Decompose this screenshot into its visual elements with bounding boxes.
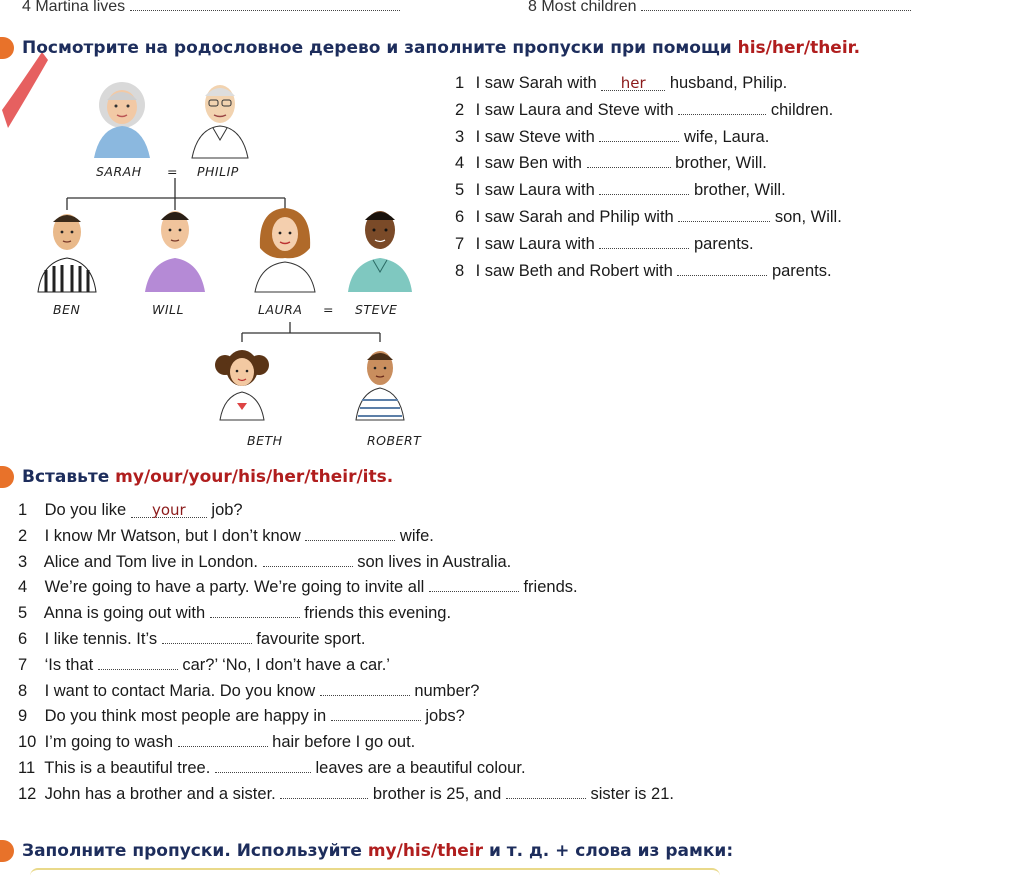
label-steve: STEVE [355, 302, 398, 317]
exercise1-item: 6 I saw Sarah and Philip with son, Will. [455, 207, 842, 226]
exercise2-item: 7 ‘Is that car?’ ‘No, I don’t have a car.’ [18, 655, 390, 674]
answer-blank[interactable]: your [131, 503, 207, 518]
word-box-border [30, 868, 720, 880]
answer-blank[interactable] [641, 0, 911, 11]
section2-instruction: Вставьте my/our/your/his/her/their/its. [22, 467, 394, 487]
label-philip: PHILIP [197, 164, 239, 179]
previous-exercise-item-4: 4 Martina lives [22, 0, 400, 16]
exercise1-item: 5 I saw Laura with brother, Will. [455, 181, 786, 200]
exercise1-list [455, 70, 842, 284]
exercise1-item: 2 I saw Laura and Steve with children. [455, 100, 834, 119]
exercise2-list [18, 498, 674, 808]
answer-blank[interactable] [263, 552, 353, 567]
family-tree-diagram [30, 70, 470, 455]
exercise1-item: 1 I saw Sarah with her husband, Philip. [455, 74, 788, 92]
answer-blank[interactable] [98, 655, 178, 670]
answer-blank[interactable] [678, 207, 770, 222]
answer-blank[interactable] [320, 681, 410, 696]
answer-blank[interactable]: her [601, 76, 665, 91]
answer-blank[interactable] [506, 784, 586, 799]
exercise1-item: 8 I saw Beth and Robert with parents. [455, 261, 832, 280]
answer-blank[interactable] [677, 261, 767, 276]
exercise2-item: 3 Alice and Tom live in London. son lives in Australia. [18, 552, 512, 571]
answer-blank[interactable] [599, 127, 679, 142]
exercise1-item: 4 I saw Ben with brother, Will. [455, 154, 767, 173]
exercise1-item: 7 I saw Laura with parents. [455, 234, 754, 253]
label-sarah: SARAH [96, 164, 142, 179]
label-will: WILL [152, 302, 184, 317]
philip-portrait [192, 85, 248, 158]
beth-portrait [215, 350, 269, 420]
laura-portrait [255, 208, 315, 292]
exercise2-item: 12 John has a brother and a sister. brother is 25, and sister is 21. [18, 784, 674, 803]
will-portrait [145, 211, 205, 292]
answer-blank[interactable] [678, 100, 766, 115]
label-laura: LAURA [258, 302, 303, 317]
label-marriage-equals: = [167, 164, 178, 179]
answer-blank[interactable] [587, 153, 671, 168]
exercise2-item: 4 We’re going to have a party. We’re going to invite all friends. [18, 578, 578, 597]
exercise1-item: 3 I saw Steve with wife, Laura. [455, 127, 770, 146]
answer-blank[interactable] [130, 0, 400, 11]
exercise2-item: 8 I want to contact Maria. Do you know number? [18, 681, 480, 700]
steve-portrait [348, 211, 412, 292]
answer-blank[interactable] [305, 526, 395, 541]
answer-blank[interactable] [599, 234, 689, 249]
exercise2-item: 5 Anna is going out with friends this evening. [18, 604, 452, 623]
exercise2-item: 2 I know Mr Watson, but I don’t know wife. [18, 526, 434, 545]
answer-blank[interactable] [210, 603, 300, 618]
exercise2-item: 10 I’m going to wash hair before I go out. [18, 733, 416, 752]
label-marriage-equals: = [323, 302, 334, 317]
ben-portrait [38, 214, 96, 292]
answer-blank[interactable] [429, 577, 519, 592]
answer-blank[interactable] [215, 758, 311, 773]
robert-portrait [356, 351, 404, 420]
section-marker-icon [0, 466, 14, 488]
label-robert: ROBERT [367, 433, 422, 448]
previous-exercise-item-8: 8 Most children [528, 0, 911, 16]
answer-blank[interactable] [331, 706, 421, 721]
section-marker-icon [0, 840, 14, 862]
answer-blank[interactable] [178, 732, 268, 747]
exercise2-item: 9 Do you think most people are happy in jobs? [18, 707, 465, 726]
label-ben: BEN [53, 302, 81, 317]
answer-blank[interactable] [280, 784, 368, 799]
exercise2-item: 11 This is a beautiful tree. leaves are a beautiful colour. [18, 758, 526, 777]
answer-blank[interactable] [599, 180, 689, 195]
section3-instruction: Заполните пропуски. Используйте my/his/their и т. д. + слова из рамки: [22, 841, 734, 861]
exercise2-item: 1 Do you like your job? [18, 501, 243, 519]
label-beth: BETH [247, 433, 283, 448]
exercise2-item: 6 I like tennis. It’s favourite sport. [18, 629, 366, 648]
sarah-portrait [94, 82, 150, 158]
section1-instruction: Посмотрите на родословное дерево и заполните пропуски при помощи his/her/their. [22, 38, 861, 58]
answer-blank[interactable] [162, 629, 252, 644]
